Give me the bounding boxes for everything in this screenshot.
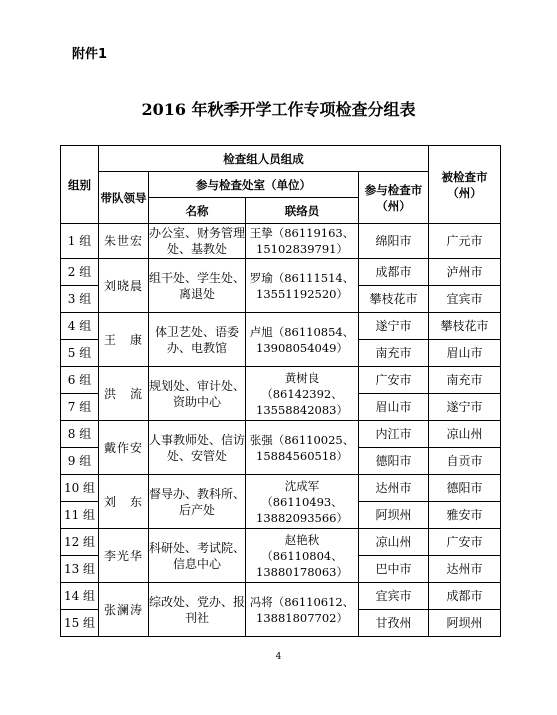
city-cell: 阿坝州	[359, 502, 429, 529]
city-cell: 眉山市	[359, 394, 429, 421]
city-cell: 甘孜州	[359, 610, 429, 637]
group-cell: 1 组	[61, 224, 99, 259]
table-row	[61, 529, 501, 556]
group-cell: 7 组	[61, 394, 99, 421]
city-cell: 广安市	[359, 367, 429, 394]
group-cell: 11 组	[61, 502, 99, 529]
group-cell: 5 组	[61, 340, 99, 367]
table-row	[61, 224, 501, 259]
group-cell: 13 组	[61, 556, 99, 583]
inspected-cell: 达州市	[429, 556, 501, 583]
dept-cell: 人事教师处、信访处、安管处	[149, 421, 246, 475]
attachment-label: 附件1	[72, 47, 108, 62]
header-dept: 参与检查处室（单位）	[149, 172, 359, 198]
header-leader: 带队领导	[99, 172, 149, 224]
group-cell: 10 组	[61, 475, 99, 502]
city-cell: 攀枝花市	[359, 286, 429, 313]
leader-cell: 刘晓晨	[99, 259, 149, 313]
inspected-cell: 南充市	[429, 367, 501, 394]
dept-cell: 督导办、教科所、后产处	[149, 475, 246, 529]
group-cell: 9 组	[61, 448, 99, 475]
dept-cell: 规划处、审计处、资助中心	[149, 367, 246, 421]
dept-cell: 组干处、学生处、离退处	[149, 259, 246, 313]
city-cell: 遂宁市	[359, 313, 429, 340]
table-row	[61, 421, 501, 448]
city-cell: 绵阳市	[359, 224, 429, 259]
inspected-cell: 攀枝花市	[429, 313, 501, 340]
contact-cell: 赵艳秋（86110804、13880178063）	[246, 529, 359, 583]
contact-cell: 张强（86110025、15884560518）	[246, 421, 359, 475]
city-cell: 内江市	[359, 421, 429, 448]
inspected-cell: 泸州市	[429, 259, 501, 286]
group-cell: 4 组	[61, 313, 99, 340]
group-table	[60, 145, 501, 637]
header-dept-name: 名称	[149, 198, 246, 224]
table-row	[61, 313, 501, 340]
inspected-cell: 雅安市	[429, 502, 501, 529]
leader-cell: 李光华	[99, 529, 149, 583]
dept-cell: 办公室、财务管理处、基教处	[149, 224, 246, 259]
group-cell: 12 组	[61, 529, 99, 556]
leader-cell: 刘 东	[99, 475, 149, 529]
inspected-cell: 德阳市	[429, 475, 501, 502]
document-title: 2016 年秋季开学工作专项检查分组表	[141, 100, 416, 119]
leader-cell: 张澜涛	[99, 583, 149, 637]
header-group: 组别	[61, 146, 99, 224]
inspected-cell: 阿坝州	[429, 610, 501, 637]
contact-cell: 冯将（86110612、13881807702）	[246, 583, 359, 637]
page-number: 4	[275, 652, 282, 662]
group-cell: 6 组	[61, 367, 99, 394]
table-row	[61, 367, 501, 394]
city-cell: 成都市	[359, 259, 429, 286]
leader-cell: 戴作安	[99, 421, 149, 475]
table-row	[61, 259, 501, 286]
inspected-cell: 眉山市	[429, 340, 501, 367]
dept-cell: 综改处、党办、报刊社	[149, 583, 246, 637]
header-inspected: 被检查市（州）	[429, 146, 501, 224]
city-cell: 凉山州	[359, 529, 429, 556]
group-cell: 8 组	[61, 421, 99, 448]
inspected-cell: 成都市	[429, 583, 501, 610]
header-city: 参与检查市（州）	[359, 172, 429, 224]
contact-cell: 黄树良（86142392、13558842083）	[246, 367, 359, 421]
city-cell: 南充市	[359, 340, 429, 367]
group-cell: 15 组	[61, 610, 99, 637]
dept-cell: 体卫艺处、语委办、电教馆	[149, 313, 246, 367]
leader-cell: 王 康	[99, 313, 149, 367]
table-row	[61, 475, 501, 502]
inspected-cell: 凉山州	[429, 421, 501, 448]
contact-cell: 王挚（86119163、15102839791）	[246, 224, 359, 259]
group-cell: 3 组	[61, 286, 99, 313]
inspected-cell: 广安市	[429, 529, 501, 556]
group-cell: 2 组	[61, 259, 99, 286]
header-composition: 检查组人员组成	[99, 146, 429, 172]
city-cell: 宜宾市	[359, 583, 429, 610]
group-cell: 14 组	[61, 583, 99, 610]
contact-cell: 沈成军（86110493、13882093566）	[246, 475, 359, 529]
inspected-cell: 宜宾市	[429, 286, 501, 313]
contact-cell: 卢旭（86110854、13908054049）	[246, 313, 359, 367]
city-cell: 德阳市	[359, 448, 429, 475]
city-cell: 达州市	[359, 475, 429, 502]
inspected-cell: 遂宁市	[429, 394, 501, 421]
inspected-cell: 广元市	[429, 224, 501, 259]
table-row	[61, 583, 501, 610]
contact-cell: 罗瑜（86111514、13551192520）	[246, 259, 359, 313]
header-contact: 联络员	[246, 198, 359, 224]
dept-cell: 科研处、考试院、信息中心	[149, 529, 246, 583]
inspected-cell: 自贡市	[429, 448, 501, 475]
city-cell: 巴中市	[359, 556, 429, 583]
leader-cell: 洪 流	[99, 367, 149, 421]
leader-cell: 朱世宏	[99, 224, 149, 259]
